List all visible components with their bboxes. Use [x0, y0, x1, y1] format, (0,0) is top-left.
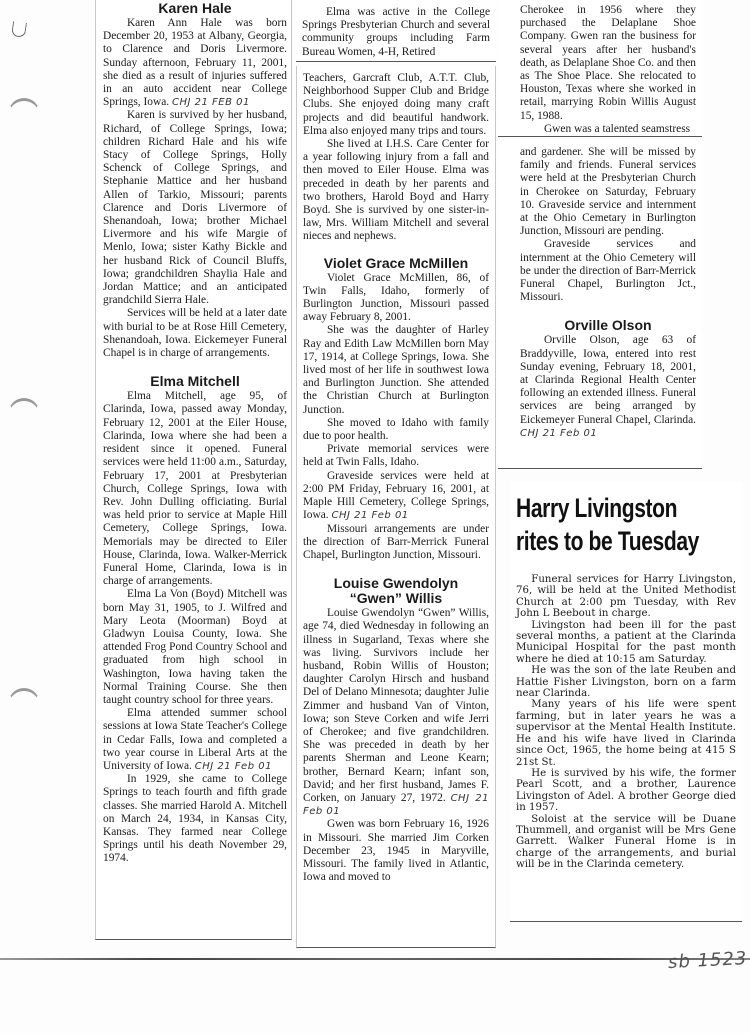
- clipping-karen-hale-elma-mitchell: [95, 0, 292, 940]
- paragraph: Gwen was a talented seamstress: [543, 122, 691, 135]
- paragraph: [303, 470, 489, 523]
- paragraph: Teachers, Garcraft Club, A.T.T. Club, Neighborhood Supper Club and Bridge Clubs. She enjoyed doing many craft projects and did beautiful handwork. Elma also enjoyed many trips and tours.: [303, 72, 489, 137]
- paragraph: Services will be held at a later date with burial to be at Rose Hill Cemetery, Shenandoah, Iowa. Eickemeyer Funeral Chapel is in charge of arrangements.: [103, 307, 287, 360]
- paragraph-text: Louise Gwendolyn “Gwen” Willis, age 74, died Wednesday in following an illness in Sugarland, Texas where she was living. Survivors include her husband, Robin Willis of Houston; daughter Carolyn Hirsch and husband Del of Delano Minnesota; daughter Julie Zimmer and husband Van of Vinton, Iowa; son Steve Corken and wife Jerri of Cherokee; and five grandchildren. She was preceded in death by her parents Sherman and Leone Kearn; brother, Bernard Kearn; infant son, David; and her first husband, James F. Corken, on January 27, 1972.: [303, 607, 489, 804]
- hole-punch-icon: [8, 98, 40, 131]
- headline-line: Harry Livingston: [516, 493, 678, 523]
- headline-orville-olson: Orville Olson: [564, 317, 652, 334]
- paragraph: He was the son of the late Reuben and Hattie Fisher Livingston, born on a farm near Clarinda.: [516, 665, 736, 700]
- headline-line: Louise Gwendolyn: [333, 575, 459, 592]
- headline-line: “Gwen” Willis: [349, 590, 443, 607]
- paragraph: She was the daughter of Harley Ray and Edith Law McMillen born May 17, 1914, at College Springs, Iowa. She lived most of her life in southwest Iowa and Burlington Junction. She attended the Christian Church at Burlington Junction.: [303, 324, 489, 416]
- clipping-violet-mcmillen-gwen-willis: [296, 66, 496, 948]
- paragraph-text: Karen Ann Hale was born December 20, 1953 at Albany, Georgia, to Clarence and Doris Livermore. Sunday afternoon, February 11, 2001, she died as a result of injuries suffered in an auto accident near College Springs, Iowa.: [103, 17, 287, 109]
- clipping-orville-olson: [498, 139, 702, 469]
- paragraph: [303, 607, 489, 818]
- handwritten-annotation: CHJ 21 Feb 01: [303, 792, 489, 818]
- hole-punch-icon: [8, 688, 40, 721]
- headline-karen-hale: Karen Hale: [158, 0, 232, 16]
- paragraph: Elma was active in the College Springs Presbyterian Church and several community groups including Farm Bureau Women, 4-H, Retired: [302, 6, 490, 58]
- handwritten-annotation: CHJ 21 Feb 01: [194, 760, 272, 772]
- scan-edge-divider: [0, 958, 750, 960]
- clipping-gwen-willis-continued: [498, 0, 702, 137]
- paragraph: Gwen was born February 16, 1926 in Missouri. She married Jim Corken December 23, 1945 in Maryville, Missouri. The family lived in Atlantic, Iowa and moved to: [303, 818, 489, 884]
- pen-mark-icon: [11, 21, 27, 38]
- paragraph: Graveside services and internment at the Ohio Cemetery will be under the direction of Barr-Merrick Funeral Chapel, Burlington Jct., Missouri.: [520, 238, 696, 304]
- paragraph: Violet Grace McMillen, 86, of Twin Falls, Idaho, formerly of Burlington Junction, Missouri passed away February 8, 2001.: [303, 271, 489, 324]
- handwritten-annotation: CHJ 21 FEB 01: [171, 97, 250, 109]
- paragraph: [103, 707, 287, 773]
- paragraph: [103, 17, 287, 109]
- hole-punch-icon: [8, 398, 40, 431]
- paragraph: She lived at I.H.S. Care Center for a year following injury from a fall and then moved to Eiler House. Elma was preceded in death by her parents and two brothers, Harold Boyd and Harry Boyd. She is survived by one sister-in-law, Mrs. William Mitchell and several nieces and nephews.: [303, 138, 489, 243]
- paragraph: Private memorial services were held at Twin Falls, Idaho.: [303, 443, 489, 469]
- paragraph: She moved to Idaho with family due to poor health.: [303, 416, 489, 443]
- paragraph: Funeral services for Harry Livingston, 76, will be held at the United Methodist Church at 2:00 pm Tuesday, with Rev John L Beebout in charge.: [516, 574, 736, 620]
- paragraph: Karen is survived by her husband, Richard, of College Springs, Iowa; children Richard Hale and his wife Stacy of College Springs, Holly Schenck of College Springs, and Stephanie Mattice and her husband Allen of Tarkio, Missouri; parents Clarence and Doris Livermore of Shenandoah, Iowa; brother Michael Livermore and his wife Margie of Menlo, Iowa; sister Kathy Bickle and her husband Rick of Council Bluffs, Iowa; grandchildren Shaylia Hale and Jordan Mattice; and an anticipated grandchild Sierra Hale.: [103, 109, 287, 307]
- paragraph: Cherokee in 1956 where they purchased the Delaplane Shoe Company. Gwen ran the business for several years after her husband's death, as Delaplane Shoe Co. and then as The Shoe Place. She relocated to Houston, Texas where she worked in retail, marrying Robin Willis August 15, 1988.: [520, 4, 696, 122]
- paragraph: Livingston had been ill for the past several months, a patient at the Clarinda Municipal Hospital for the past month where he died at 10:15 am Saturday.: [516, 619, 736, 665]
- clipping-harry-livingston: [510, 482, 742, 922]
- headline-gwen-willis: [303, 576, 489, 606]
- headline-elma-mitchell: Elma Mitchell: [150, 373, 240, 390]
- handwritten-annotation: CHJ 21 Feb 01: [520, 427, 598, 439]
- paragraph-text: Graveside services were held at 2:00 PM Friday, February 16, 2001, at Maple Hill Cemetery, College Springs, Iowa.: [303, 469, 489, 522]
- paragraph: Elma La Von (Boyd) Mitchell was born May 31, 1905, to J. Wilfred and Mary Leota (Moorman) Boyd at Gladwyn Louisa County, Iowa. She attended Frog Pond Country School and graduated from high school in Washington, Iowa having taken the Normal Training Course. She then taught country school for three years.: [103, 588, 287, 706]
- handwritten-annotation: CHJ 21 Feb 01: [331, 510, 409, 522]
- paragraph: In 1929, she came to College Springs to teach fourth and fifth grade classes. She married Harold A. Mitchell on March 24, 1934, in Kansas City, Kansas. They farmed near College Springs until his death November 29, 1974.: [103, 773, 287, 865]
- paragraph: Missouri arrangements are under the direction of Barr-Merrick Funeral Chapel, Burlington Junction, Missouri.: [303, 522, 489, 561]
- paragraph-text: Elma attended summer school sessions at Iowa State Teacher's College in Cedar Falls, Iowa and completed a two year course in Liberal Arts at the University of Iowa.: [103, 707, 287, 772]
- headline-harry-livingston: [516, 492, 699, 558]
- paragraph: He is survived by his wife, the former Pearl Scott, and a brother, Laurence Livingston of Adel. A brother George died in 1957.: [516, 767, 736, 814]
- paragraph: Elma Mitchell, age 95, of Clarinda, Iowa, passed away Monday, February 12, 2001 at the Eiler House, Clarinda, Iowa where she had been a resident since it opened. Funeral services were held 11:00 a.m., Saturday, February 17, 2001 at Presbyterian Church, College Springs, Iowa with Rev. John Dulling officiating. Burial was held prior to service at Maple Hill Cemetery, College Springs, Iowa. Memorials may be directed to Eiler House, Clarinda, Iowa. Walker-Merrick Funeral Home, Clarinda, Iowa is in charge of arrangements.: [103, 390, 287, 588]
- headline-violet-mcmillen: Violet Grace McMillen: [323, 254, 469, 271]
- clipping-elma-mitchell-continued: [296, 0, 496, 62]
- paragraph: [520, 334, 696, 440]
- archive-code-handwritten: sb 1523: [667, 947, 748, 974]
- paragraph: Many years of his life were spent farming, but in later years he was a supervisor at the Mental Health Institute. He and his wife have lived in Clarinda since Oct, 1965, the home being at 415 S 21st St.: [516, 699, 736, 768]
- paragraph: Soloist at the service will be Duane Thummell, and organist will be Mrs Gene Garrett. Walker Funeral Home is in charge of the arrangements, and burial will be in the Clarinda cemetery.: [516, 813, 736, 871]
- headline-line: rites to be Tuesday: [516, 526, 699, 556]
- paragraph: and gardener. She will be missed by family and friends. Funeral services were held at the Presbyterian Church in Cherokee on Saturday, February 10. Graveside service and internment at the Ohio Cemetary in Burlington Junction, Missouri are pending.: [520, 146, 696, 238]
- paragraph-text: Orville Olson, age 63 of Braddyville, Iowa, entered into rest Sunday evening, February 18, 2001, at Clarinda Regional Health Center following an extended illness. Funeral services are being arranged by Eickemeyer Funeral Chapel, Clarinda.: [520, 334, 696, 426]
